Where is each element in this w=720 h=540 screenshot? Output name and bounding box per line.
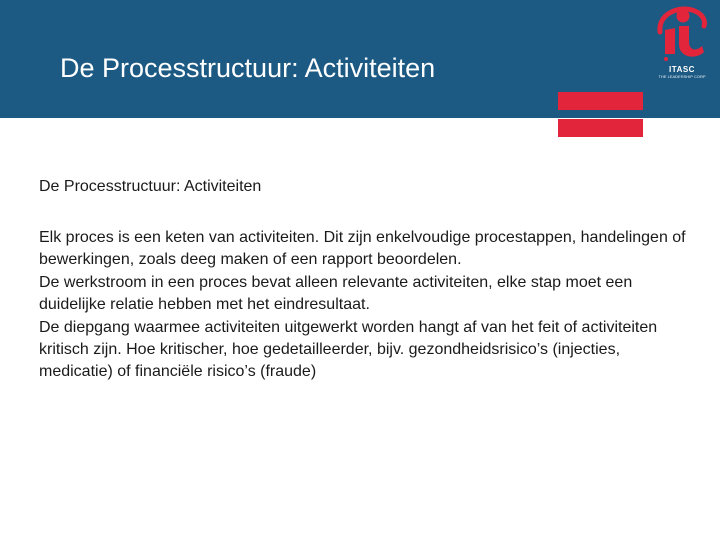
paragraph-3: De diepgang waarmee activiteiten uitgewerkt worden hangt af van het feit of activiteiten kritisch zijn. Hoe kritischer, hoe gedetailleerder, bijv. gezondheidsrisico’s (injecties, medicatie) of financiële risico’s (fraude) <box>39 319 658 380</box>
slide-content <box>39 176 689 384</box>
slide-title: De Processtructuur: Activiteiten <box>60 53 436 83</box>
paragraph-1: Elk proces is een keten van activiteiten. Dit zijn enkelvoudige procestappen, handelingen of bewerkingen, zoals deeg maken of een rapport beoordelen. <box>39 229 686 268</box>
logo-brand-text: ITASC <box>669 65 695 74</box>
paragraph-2: De werkstroom in een proces bevat alleen relevante activiteiten, elke stap moet een duidelijke relatie hebben met het eindresultaat. <box>39 274 633 313</box>
content-heading: De Processtructuur: Activiteiten <box>39 178 262 195</box>
itasc-logo <box>648 2 716 84</box>
accent-bar-bottom <box>558 119 643 137</box>
logo-tagline-text: THE LEADERSHIP CORP <box>658 74 706 79</box>
logo-mark-icon <box>648 2 716 64</box>
accent-bar-top <box>558 92 643 110</box>
